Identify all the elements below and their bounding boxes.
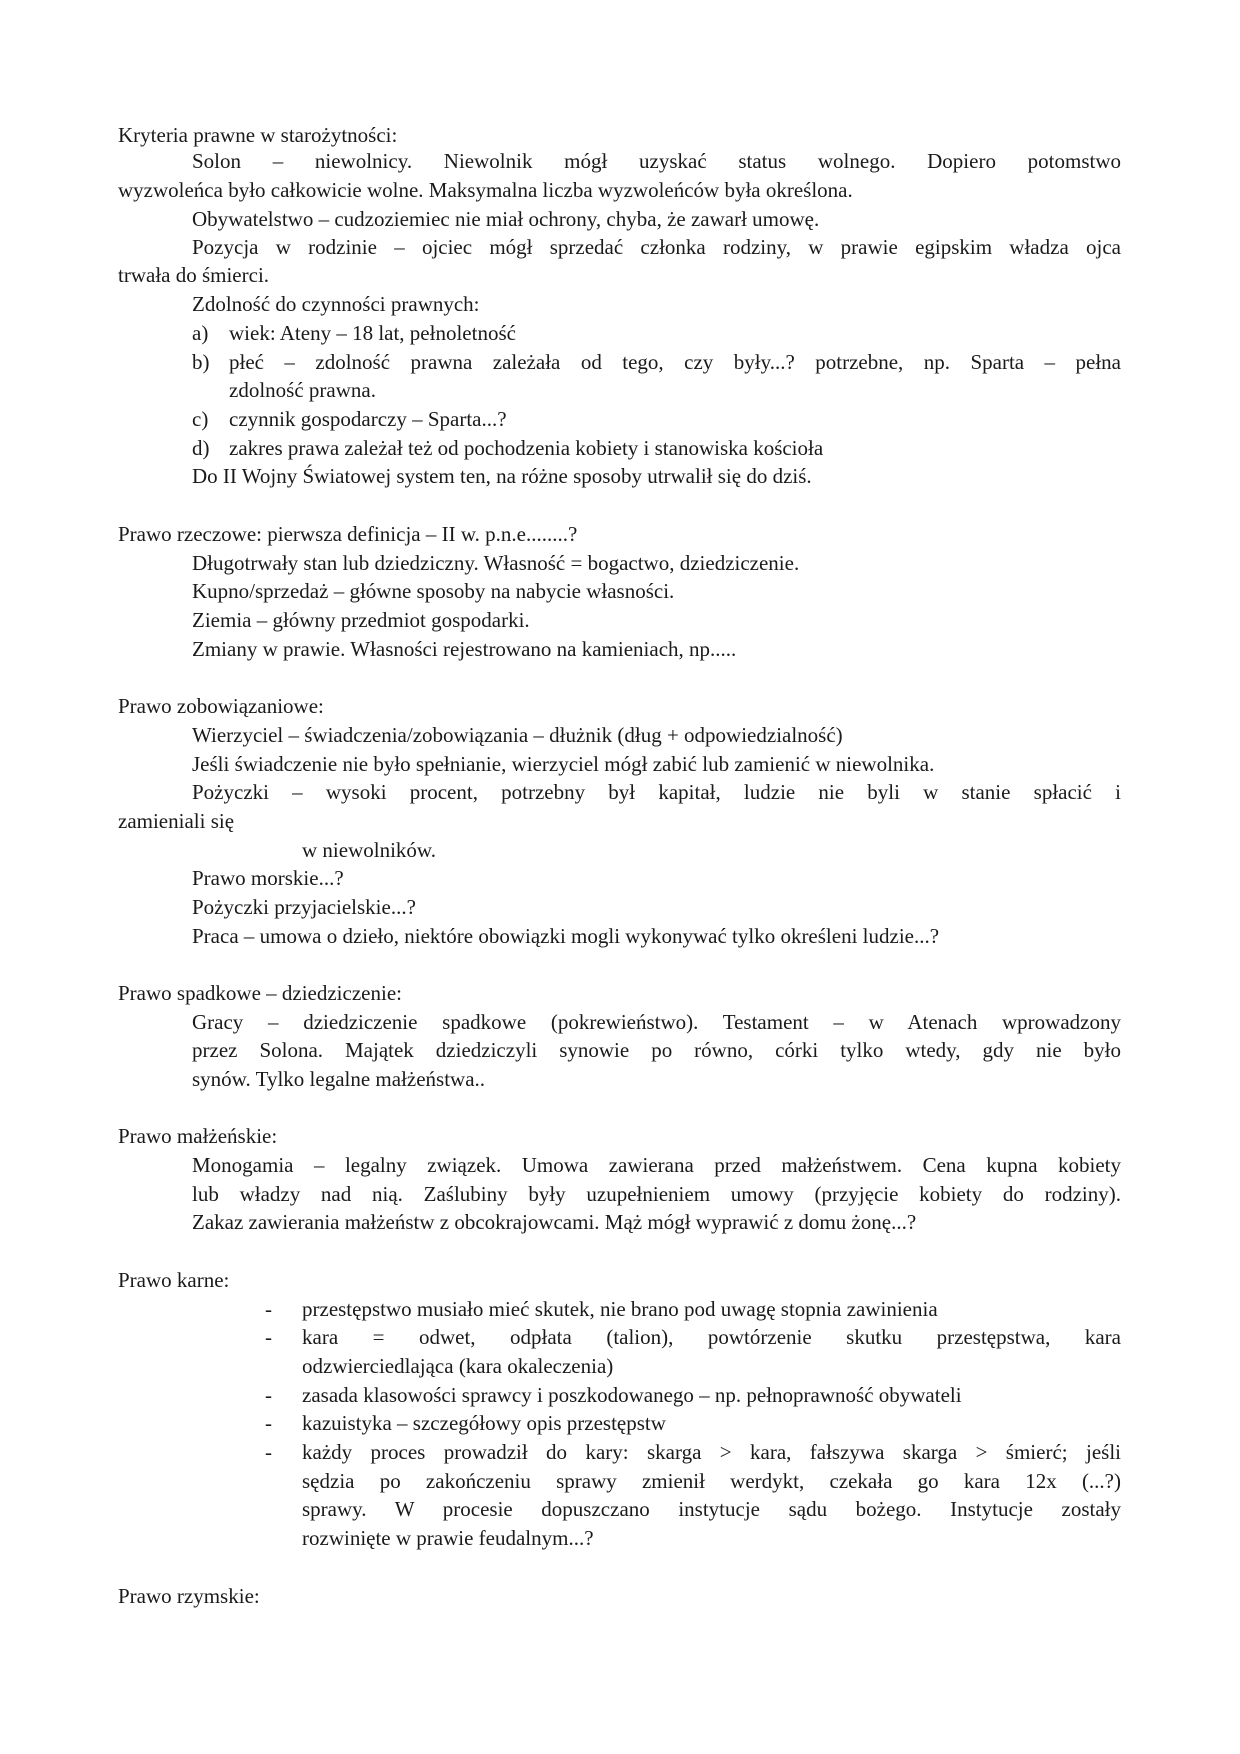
paragraph-line: Pożyczki przyjacielskie...? xyxy=(192,895,416,919)
bullet-dash: - xyxy=(265,1297,272,1321)
list-label: c) xyxy=(192,407,209,431)
list-item-continuation: zdolność prawna. xyxy=(229,378,376,402)
bullet-dash: - xyxy=(265,1440,272,1464)
bullet-item: przestępstwo musiało mieć skutek, nie brano pod uwagę stopnia zawinienia xyxy=(302,1297,938,1321)
paragraph-line: Kupno/sprzedaż – główne sposoby na nabycie własności. xyxy=(192,579,675,603)
list-item: płeć – zdolność prawna zależała od tego, czy były...? potrzebne, np. Sparta – pełna xyxy=(229,350,1121,374)
paragraph-line: trwała do śmierci. xyxy=(118,263,270,287)
paragraph-line: Wierzyciel – świadczenia/zobowiązania – dłużnik (dług + odpowiedzialność) xyxy=(192,723,843,747)
list-label: b) xyxy=(192,350,210,374)
section-heading-property-law: Prawo rzeczowe: pierwsza definicja – II w. p.n.e........? xyxy=(118,522,578,546)
section-heading-marriage-law: Prawo małżeńskie: xyxy=(118,1124,278,1148)
bullet-item: kazuistyka – szczegółowy opis przestępstw xyxy=(302,1411,666,1435)
bullet-dash: - xyxy=(265,1411,272,1435)
paragraph-line: Jeśli świadczenie nie było spełnianie, wierzyciel mógł zabić lub zamienić w niewolnika. xyxy=(192,752,935,776)
paragraph-line: Zmiany w prawie. Własności rejestrowano na kamieniach, np..... xyxy=(192,637,737,661)
bullet-item-continuation: rozwinięte w prawie feudalnym...? xyxy=(302,1526,594,1550)
paragraph-line: Monogamia – legalny związek. Umowa zawierana przed małżeństwem. Cena kupna kobiety xyxy=(192,1153,1121,1177)
paragraph-line: Zdolność do czynności prawnych: xyxy=(192,292,480,316)
paragraph-line: Praca – umowa o dzieło, niektóre obowiązki mogli wykonywać tylko określeni ludzie...? xyxy=(192,924,940,948)
list-label: d) xyxy=(192,436,210,460)
list-label: a) xyxy=(192,321,209,345)
bullet-dash: - xyxy=(265,1383,272,1407)
bullet-item: każdy proces prowadził do kary: skarga > kara, fałszywa skarga > śmierć; jeśli xyxy=(302,1440,1121,1464)
section-heading-obligations-law: Prawo zobowiązaniowe: xyxy=(118,694,324,718)
bullet-item: kara = odwet, odpłata (talion), powtórzenie skutku przestępstwa, kara xyxy=(302,1325,1121,1349)
paragraph-line: Prawo morskie...? xyxy=(192,866,344,890)
section-heading-roman-law: Prawo rzymskie: xyxy=(118,1584,260,1608)
paragraph-line: Zakaz zawierania małżeństw z obcokrajowcami. Mąż mógł wyprawić z domu żonę...? xyxy=(192,1210,917,1234)
paragraph-line: Solon – niewolnicy. Niewolnik mógł uzyskać status wolnego. Dopiero potomstwo xyxy=(192,149,1121,173)
list-item: czynnik gospodarczy – Sparta...? xyxy=(229,407,507,431)
paragraph-line: synów. Tylko legalne małżeństwa.. xyxy=(192,1067,486,1091)
list-item: wiek: Ateny – 18 lat, pełnoletność xyxy=(229,321,516,345)
paragraph-line: wyzwoleńca było całkowicie wolne. Maksymalna liczba wyzwoleńców była określona. xyxy=(118,178,853,202)
bullet-item: zasada klasowości sprawcy i poszkodowanego – np. pełnoprawność obywateli xyxy=(302,1383,962,1407)
paragraph-line: w niewolników. xyxy=(302,838,436,862)
bullet-item-continuation: sędzia po zakończeniu sprawy zmienił werdykt, czekała go kara 12x (...?) xyxy=(302,1469,1121,1493)
paragraph-line: Do II Wojny Światowej system ten, na różne sposoby utrwalił się do dziś. xyxy=(192,464,812,488)
paragraph-line: lub władzy nad nią. Zaślubiny były uzupełnieniem umowy (przyjęcie kobiety do rodziny). xyxy=(192,1182,1121,1206)
paragraph-line: Pożyczki – wysoki procent, potrzebny był kapitał, ludzie nie byli w stanie spłacić i xyxy=(192,780,1121,804)
paragraph-line: Pozycja w rodzinie – ojciec mógł sprzedać członka rodziny, w prawie egipskim władza ojca xyxy=(192,235,1121,259)
paragraph-line: przez Solona. Majątek dziedziczyli synowie po równo, córki tylko wtedy, gdy nie było xyxy=(192,1038,1121,1062)
paragraph-line: Gracy – dziedziczenie spadkowe (pokrewieństwo). Testament – w Atenach wprowadzony xyxy=(192,1010,1121,1034)
section-heading-legal-criteria: Kryteria prawne w starożytności: xyxy=(118,123,398,147)
section-heading-criminal-law: Prawo karne: xyxy=(118,1268,230,1292)
paragraph-line: Długotrwały stan lub dziedziczny. Własność = bogactwo, dziedziczenie. xyxy=(192,551,800,575)
bullet-dash: - xyxy=(265,1325,272,1349)
paragraph-line: Obywatelstwo – cudzoziemiec nie miał ochrony, chyba, że zawarł umowę. xyxy=(192,207,820,231)
paragraph-line: zamieniali się xyxy=(118,809,235,833)
section-heading-inheritance-law: Prawo spadkowe – dziedziczenie: xyxy=(118,981,402,1005)
bullet-item-continuation: odzwierciedlająca (kara okaleczenia) xyxy=(302,1354,614,1378)
bullet-item-continuation: sprawy. W procesie dopuszczano instytucje sądu bożego. Instytucje zostały xyxy=(302,1497,1121,1521)
list-item: zakres prawa zależał też od pochodzenia kobiety i stanowiska kościoła xyxy=(229,436,824,460)
paragraph-line: Ziemia – główny przedmiot gospodarki. xyxy=(192,608,530,632)
